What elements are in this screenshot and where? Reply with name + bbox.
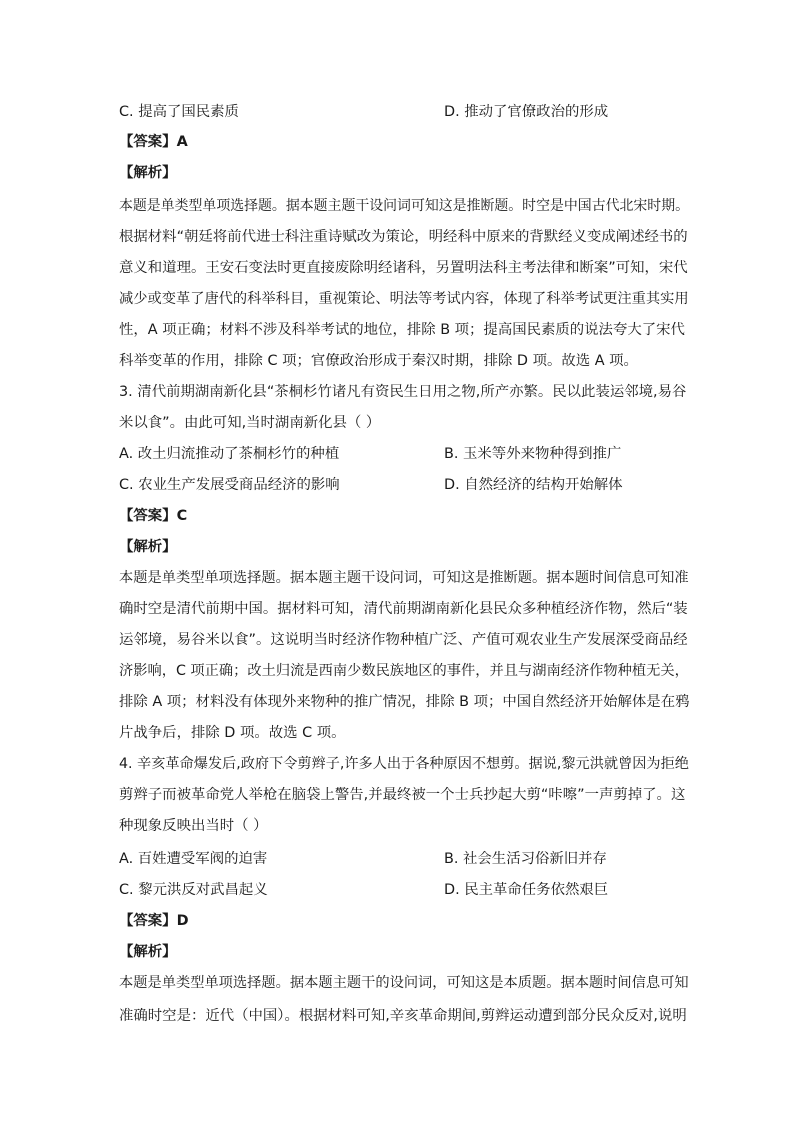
q3-option-b: B. 玉米等外来物种得到推广 xyxy=(444,446,622,462)
q2-option-c: C. 提高了国民素质 xyxy=(119,104,239,120)
q3-analysis-line: 济影响，C 项正确；改土归流是西南少数民族地区的事件，并且与湖南经济作物种植无关， xyxy=(119,663,689,679)
q3-answer: 【答案】C xyxy=(119,508,188,524)
q4-answer: 【答案】D xyxy=(119,913,189,929)
q4-analysis-line: 准确时空是：近代（中国）。根据材料可知,辛亥革命期间,剪辫运动遭到部分民众反对,说明 xyxy=(119,1008,687,1024)
q3-option-a: A. 改土归流推动了茶桐杉竹的种植 xyxy=(119,446,340,462)
q2-analysis-line: 科举变革的作用，排除 C 项；官僚政治形成于秦汉时期，排除 D 项。故选 A 项。 xyxy=(119,353,638,369)
q3-option-c: C. 农业生产发展受商品经济的影响 xyxy=(119,477,340,493)
q2-option-d: D. 推动了官僚政治的形成 xyxy=(444,104,609,120)
q4-option-d: D. 民主革命任务依然艰巨 xyxy=(444,882,609,898)
q2-analysis-line: 本题是单类型单项选择题。据本题主题干设问词可知这是推断题。时空是中国古代北宋时期。 xyxy=(119,198,690,214)
q3-option-d: D. 自然经济的结构开始解体 xyxy=(444,477,623,493)
q3-analysis-line: 确时空是清代前期中国。据材料可知，清代前期湖南新化县民众多种植经济作物，然后“装 xyxy=(119,601,688,617)
q3-analysis-line: 运邻境，易谷米以食”。这说明当时经济作物种植广泛、产值可观农业生产发展深受商品经 xyxy=(119,632,688,648)
q3-analysis-label: 【解析】 xyxy=(119,539,177,555)
q2-analysis-line: 性，A 项正确；材料不涉及科举考试的地位，排除 B 项；提高国民素质的说法夸大了宋代 xyxy=(119,322,685,338)
q3-analysis-line: 排除 A 项；材料没有体现外来物种的推广情况，排除 B 项；中国自然经济开始解体是在鸦 xyxy=(119,694,690,710)
q2-analysis-label: 【解析】 xyxy=(119,165,177,181)
q3-analysis-line: 本题是单类型单项选择题。据本题主题干设问词，可知这是推断题。据本题时间信息可知准 xyxy=(119,570,689,586)
q2-analysis-line: 意义和道理。王安石变法时更直接废除明经诸科，另置明法科主考法律和断案”可知，宋代 xyxy=(119,260,688,276)
q2-answer: 【答案】A xyxy=(119,134,188,150)
q4-stem-line: 种现象反映出当时（ ） xyxy=(119,818,268,834)
q3-analysis-line: 片战争后，排除 D 项。故选 C 项。 xyxy=(119,725,346,741)
q3-stem-line: 米以食”。由此可知,当时湖南新化县（ ） xyxy=(119,415,381,431)
q4-analysis-label: 【解析】 xyxy=(119,944,177,960)
q4-stem-line: 4. 辛亥革命爆发后,政府下令剪辫子,许多人出于各种原因不想剪。据说,黎元洪就曾因为拒绝 xyxy=(119,756,689,772)
q4-option-a: A. 百姓遭受军阀的迫害 xyxy=(119,851,268,867)
q4-option-c: C. 黎元洪反对武昌起义 xyxy=(119,882,268,898)
q2-analysis-line: 根据材料“朝廷将前代进士科注重诗赋改为策论，明经科中原来的背默经义变成阐述经书的 xyxy=(119,229,688,245)
q2-analysis-line: 减少或变革了唐代的科举科目，重视策论、明法等考试内容，体现了科举考试更注重其实用 xyxy=(119,291,689,307)
q4-analysis-line: 本题是单类型单项选择题。据本题主题干的设问词，可知这是本质题。据本题时间信息可知 xyxy=(119,975,689,991)
q4-option-b: B. 社会生活习俗新旧并存 xyxy=(444,851,607,867)
q3-stem-line: 3. 清代前期湖南新化县“茶桐杉竹诸凡有资民生日用之物,所产亦繁。民以此装运邻境,易谷 xyxy=(119,384,687,400)
q4-stem-line: 剪辫子而被革命党人举枪在脑袋上警告,并最终被一个士兵抄起大剪“咔嚓”一声剪掉了。这 xyxy=(119,787,686,803)
